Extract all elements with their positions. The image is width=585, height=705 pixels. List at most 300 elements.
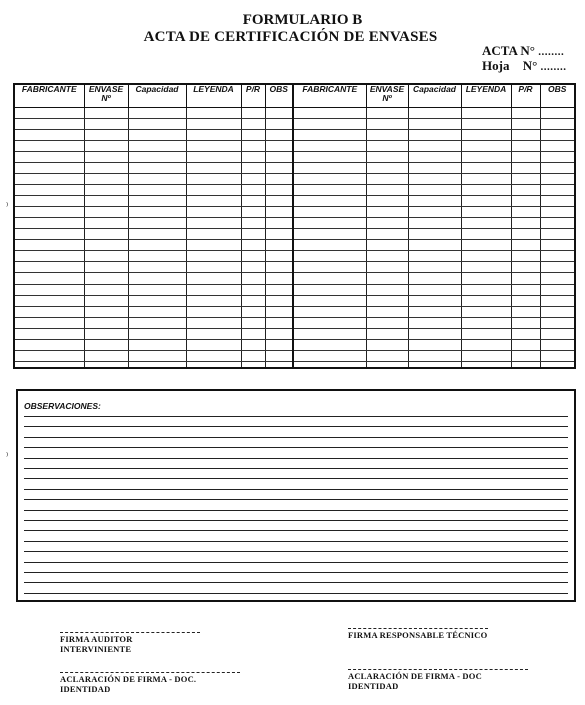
table-cell[interactable] — [511, 196, 540, 207]
table-cell[interactable] — [366, 163, 408, 174]
table-cell[interactable] — [408, 284, 461, 295]
table-cell[interactable] — [128, 262, 186, 273]
table-cell[interactable] — [15, 317, 84, 328]
table-cell[interactable] — [511, 185, 540, 196]
table-cell[interactable] — [366, 317, 408, 328]
table-cell[interactable] — [84, 218, 128, 229]
table-cell[interactable] — [15, 251, 84, 262]
table-cell[interactable] — [241, 251, 265, 262]
table-cell[interactable] — [293, 350, 366, 361]
table-cell[interactable] — [265, 262, 293, 273]
table-cell[interactable] — [366, 350, 408, 361]
table-cell[interactable] — [366, 185, 408, 196]
table-cell[interactable] — [128, 339, 186, 350]
table-cell[interactable] — [540, 108, 574, 119]
table-cell[interactable] — [511, 108, 540, 119]
table-cell[interactable] — [186, 273, 241, 284]
table-cell[interactable] — [186, 262, 241, 273]
table-cell[interactable] — [293, 284, 366, 295]
table-cell[interactable] — [84, 306, 128, 317]
table-cell[interactable] — [128, 130, 186, 141]
table-cell[interactable] — [84, 130, 128, 141]
table-cell[interactable] — [265, 185, 293, 196]
ruled-line — [24, 541, 568, 542]
table-cell[interactable] — [293, 174, 366, 185]
table-cell[interactable] — [408, 163, 461, 174]
table-cell[interactable] — [265, 361, 293, 367]
table-cell[interactable] — [511, 295, 540, 306]
table-cell[interactable] — [15, 229, 84, 240]
col-header: Capacidad — [408, 85, 461, 108]
table-cell[interactable] — [293, 229, 366, 240]
table-cell[interactable] — [408, 240, 461, 251]
table-cell[interactable] — [128, 141, 186, 152]
table-cell[interactable] — [265, 108, 293, 119]
table-cell[interactable] — [15, 185, 84, 196]
table-cell[interactable] — [540, 284, 574, 295]
table-cell[interactable] — [511, 240, 540, 251]
table-cell[interactable] — [540, 196, 574, 207]
table-cell[interactable] — [15, 130, 84, 141]
table-cell[interactable] — [128, 251, 186, 262]
table-cell[interactable] — [128, 229, 186, 240]
table-cell[interactable] — [265, 273, 293, 284]
table-cell[interactable] — [265, 328, 293, 339]
table-cell[interactable] — [186, 328, 241, 339]
table-cell[interactable] — [540, 306, 574, 317]
table-cell[interactable] — [461, 240, 511, 251]
table-cell[interactable] — [540, 207, 574, 218]
table-cell[interactable] — [293, 119, 366, 130]
acta-value[interactable]: ........ — [538, 46, 565, 58]
table-cell[interactable] — [15, 350, 84, 361]
table-cell[interactable] — [128, 295, 186, 306]
table-cell[interactable] — [540, 339, 574, 350]
table-cell[interactable] — [241, 185, 265, 196]
table-cell[interactable] — [366, 251, 408, 262]
table-cell[interactable] — [461, 207, 511, 218]
table-cell[interactable] — [366, 273, 408, 284]
table-cell[interactable] — [293, 273, 366, 284]
table-cell[interactable] — [15, 240, 84, 251]
table-cell[interactable] — [241, 328, 265, 339]
table-cell[interactable] — [366, 119, 408, 130]
table-cell[interactable] — [540, 240, 574, 251]
table-cell[interactable] — [128, 350, 186, 361]
table-cell[interactable] — [186, 108, 241, 119]
table-cell[interactable] — [128, 207, 186, 218]
table-cell[interactable] — [15, 141, 84, 152]
table-cell[interactable] — [461, 130, 511, 141]
table-cell[interactable] — [241, 174, 265, 185]
table-cell[interactable] — [241, 284, 265, 295]
table-cell[interactable] — [84, 207, 128, 218]
table-cell[interactable] — [461, 328, 511, 339]
table-cell[interactable] — [540, 317, 574, 328]
table-cell[interactable] — [366, 152, 408, 163]
table-cell[interactable] — [293, 306, 366, 317]
table-cell[interactable] — [461, 218, 511, 229]
table-cell[interactable] — [15, 306, 84, 317]
table-cell[interactable] — [186, 317, 241, 328]
table-cell[interactable] — [366, 141, 408, 152]
table-cell[interactable] — [265, 339, 293, 350]
table-cell[interactable] — [293, 251, 366, 262]
table-cell[interactable] — [408, 328, 461, 339]
table-row — [15, 339, 574, 350]
table-cell[interactable] — [84, 108, 128, 119]
table-cell[interactable] — [461, 306, 511, 317]
table-cell[interactable] — [461, 163, 511, 174]
table-cell[interactable] — [15, 196, 84, 207]
table-cell[interactable] — [241, 218, 265, 229]
table-cell[interactable] — [293, 295, 366, 306]
table-cell[interactable] — [461, 108, 511, 119]
table-cell[interactable] — [366, 339, 408, 350]
table-row — [15, 141, 574, 152]
table-cell[interactable] — [84, 273, 128, 284]
table-cell[interactable] — [293, 185, 366, 196]
table-cell[interactable] — [128, 317, 186, 328]
table-cell[interactable] — [15, 339, 84, 350]
table-cell[interactable] — [293, 141, 366, 152]
table-cell[interactable] — [511, 350, 540, 361]
table-cell[interactable] — [408, 108, 461, 119]
table-cell[interactable] — [241, 163, 265, 174]
table-cell[interactable] — [241, 119, 265, 130]
table-cell[interactable] — [461, 350, 511, 361]
table-cell[interactable] — [293, 361, 366, 367]
table-cell[interactable] — [186, 185, 241, 196]
table-cell[interactable] — [186, 218, 241, 229]
table-cell[interactable] — [241, 306, 265, 317]
table-cell[interactable] — [511, 306, 540, 317]
table-cell[interactable] — [15, 174, 84, 185]
table-cell[interactable] — [511, 262, 540, 273]
table-cell[interactable] — [186, 251, 241, 262]
table-cell[interactable] — [241, 196, 265, 207]
table-cell[interactable] — [511, 163, 540, 174]
col-header: OBS — [540, 85, 574, 108]
table-cell[interactable] — [461, 174, 511, 185]
table-cell[interactable] — [408, 185, 461, 196]
table-cell[interactable] — [461, 251, 511, 262]
table-cell[interactable] — [265, 152, 293, 163]
hoja-value[interactable]: ........ — [540, 61, 567, 73]
table-cell[interactable] — [540, 350, 574, 361]
table-cell[interactable] — [15, 361, 84, 367]
table-cell[interactable] — [186, 306, 241, 317]
table-cell[interactable] — [366, 262, 408, 273]
table-cell[interactable] — [265, 196, 293, 207]
table-cell[interactable] — [186, 152, 241, 163]
table-cell[interactable] — [366, 240, 408, 251]
table-cell[interactable] — [186, 141, 241, 152]
table-cell[interactable] — [186, 350, 241, 361]
table-cell[interactable] — [241, 207, 265, 218]
table-cell[interactable] — [84, 262, 128, 273]
table-cell[interactable] — [408, 361, 461, 367]
table-cell[interactable] — [265, 284, 293, 295]
table-cell[interactable] — [15, 163, 84, 174]
table-cell[interactable] — [293, 108, 366, 119]
table-cell[interactable] — [461, 196, 511, 207]
table-cell[interactable] — [128, 163, 186, 174]
table-cell[interactable] — [15, 152, 84, 163]
table-cell[interactable] — [265, 240, 293, 251]
table-cell[interactable] — [366, 229, 408, 240]
table-cell[interactable] — [265, 130, 293, 141]
table-cell[interactable] — [540, 328, 574, 339]
table-cell[interactable] — [540, 141, 574, 152]
table-cell[interactable] — [511, 273, 540, 284]
table-cell[interactable] — [15, 284, 84, 295]
table-cell[interactable] — [265, 163, 293, 174]
table-cell[interactable] — [84, 185, 128, 196]
table-cell[interactable] — [128, 240, 186, 251]
table-cell[interactable] — [84, 317, 128, 328]
table-cell[interactable] — [408, 306, 461, 317]
table-cell[interactable] — [241, 240, 265, 251]
table-cell[interactable] — [366, 207, 408, 218]
table-cell[interactable] — [84, 119, 128, 130]
table-cell[interactable] — [408, 295, 461, 306]
table-cell[interactable] — [186, 130, 241, 141]
table-cell[interactable] — [84, 350, 128, 361]
table-cell[interactable] — [128, 119, 186, 130]
table-cell[interactable] — [15, 273, 84, 284]
table-cell[interactable] — [128, 185, 186, 196]
table-cell[interactable] — [408, 207, 461, 218]
table-cell[interactable] — [186, 207, 241, 218]
table-cell[interactable] — [408, 251, 461, 262]
table-cell[interactable] — [265, 119, 293, 130]
table-cell[interactable] — [511, 130, 540, 141]
table-cell[interactable] — [366, 306, 408, 317]
table-cell[interactable] — [265, 350, 293, 361]
table-cell[interactable] — [15, 119, 84, 130]
table-cell[interactable] — [511, 328, 540, 339]
table-cell[interactable] — [186, 284, 241, 295]
table-cell[interactable] — [84, 339, 128, 350]
table-cell[interactable] — [540, 174, 574, 185]
table-body — [15, 108, 574, 368]
table-cell[interactable] — [540, 152, 574, 163]
table-cell[interactable] — [128, 284, 186, 295]
table-cell[interactable] — [461, 185, 511, 196]
table-cell[interactable] — [408, 141, 461, 152]
table-cell[interactable] — [84, 284, 128, 295]
table-cell[interactable] — [461, 152, 511, 163]
table-cell[interactable] — [84, 361, 128, 367]
table-cell[interactable] — [84, 163, 128, 174]
table-cell[interactable] — [84, 295, 128, 306]
table-cell[interactable] — [293, 130, 366, 141]
table-cell[interactable] — [128, 174, 186, 185]
table-cell[interactable] — [241, 273, 265, 284]
table-cell[interactable] — [84, 174, 128, 185]
table-cell[interactable] — [293, 152, 366, 163]
table-cell[interactable] — [540, 295, 574, 306]
table-cell[interactable] — [540, 163, 574, 174]
table-cell[interactable] — [511, 317, 540, 328]
table-cell[interactable] — [186, 240, 241, 251]
table-cell[interactable] — [186, 295, 241, 306]
table-cell[interactable] — [265, 317, 293, 328]
table-cell[interactable] — [128, 273, 186, 284]
table-cell[interactable] — [293, 218, 366, 229]
table-cell[interactable] — [461, 262, 511, 273]
table-cell[interactable] — [265, 207, 293, 218]
table-cell[interactable] — [408, 174, 461, 185]
table-cell[interactable] — [366, 295, 408, 306]
table-cell[interactable] — [408, 119, 461, 130]
table-cell[interactable] — [241, 350, 265, 361]
table-cell[interactable] — [366, 196, 408, 207]
table-cell[interactable] — [293, 339, 366, 350]
table-cell[interactable] — [241, 339, 265, 350]
table-cell[interactable] — [265, 218, 293, 229]
table-cell[interactable] — [511, 361, 540, 367]
table-cell[interactable] — [461, 229, 511, 240]
table-cell[interactable] — [84, 251, 128, 262]
table-cell[interactable] — [366, 218, 408, 229]
table-cell[interactable] — [461, 339, 511, 350]
table-cell[interactable] — [408, 273, 461, 284]
table-cell[interactable] — [241, 130, 265, 141]
table-cell[interactable] — [265, 295, 293, 306]
table-cell[interactable] — [408, 218, 461, 229]
table-cell[interactable] — [186, 174, 241, 185]
table-cell[interactable] — [84, 229, 128, 240]
table-cell[interactable] — [186, 119, 241, 130]
ruled-line — [24, 468, 568, 469]
table-cell[interactable] — [186, 361, 241, 367]
table-cell[interactable] — [15, 262, 84, 273]
table-cell[interactable] — [408, 196, 461, 207]
table-cell[interactable] — [511, 284, 540, 295]
table-cell[interactable] — [128, 306, 186, 317]
table-cell[interactable] — [293, 262, 366, 273]
table-cell[interactable] — [265, 306, 293, 317]
table-cell[interactable] — [241, 262, 265, 273]
table-cell[interactable] — [366, 108, 408, 119]
table-cell[interactable] — [15, 108, 84, 119]
table-cell[interactable] — [366, 174, 408, 185]
table-cell[interactable] — [461, 295, 511, 306]
table-cell[interactable] — [511, 207, 540, 218]
table-cell[interactable] — [128, 328, 186, 339]
table-cell[interactable] — [293, 207, 366, 218]
table-cell[interactable] — [186, 163, 241, 174]
table-cell[interactable] — [408, 262, 461, 273]
table-cell[interactable] — [84, 240, 128, 251]
table-cell[interactable] — [511, 218, 540, 229]
table-cell[interactable] — [265, 141, 293, 152]
table-cell[interactable] — [128, 196, 186, 207]
table-cell[interactable] — [241, 108, 265, 119]
table-cell[interactable] — [366, 361, 408, 367]
table-cell[interactable] — [540, 229, 574, 240]
table-cell[interactable] — [408, 130, 461, 141]
col-header: P/R — [511, 85, 540, 108]
table-cell[interactable] — [128, 218, 186, 229]
table-cell[interactable] — [461, 119, 511, 130]
table-cell[interactable] — [15, 328, 84, 339]
table-cell[interactable] — [265, 251, 293, 262]
table-cell[interactable] — [511, 119, 540, 130]
table-cell[interactable] — [265, 229, 293, 240]
table-cell[interactable] — [461, 317, 511, 328]
table-cell[interactable] — [366, 130, 408, 141]
table-cell[interactable] — [128, 152, 186, 163]
table-cell[interactable] — [293, 196, 366, 207]
table-cell[interactable] — [511, 251, 540, 262]
table-cell[interactable] — [511, 229, 540, 240]
table-cell[interactable] — [84, 152, 128, 163]
table-cell[interactable] — [461, 284, 511, 295]
table-cell[interactable] — [84, 328, 128, 339]
table-cell[interactable] — [540, 218, 574, 229]
table-cell[interactable] — [265, 174, 293, 185]
table-cell[interactable] — [461, 361, 511, 367]
table-cell[interactable] — [15, 218, 84, 229]
table-cell[interactable] — [408, 152, 461, 163]
table-cell[interactable] — [128, 108, 186, 119]
table-cell[interactable] — [293, 163, 366, 174]
table-cell[interactable] — [366, 328, 408, 339]
table-cell[interactable] — [241, 295, 265, 306]
table-cell[interactable] — [511, 339, 540, 350]
table-cell[interactable] — [461, 273, 511, 284]
table-cell[interactable] — [408, 350, 461, 361]
table-cell[interactable] — [540, 130, 574, 141]
table-cell[interactable] — [540, 119, 574, 130]
table-cell[interactable] — [15, 207, 84, 218]
ruled-line — [24, 530, 568, 531]
table-cell[interactable] — [84, 196, 128, 207]
table-cell[interactable] — [408, 317, 461, 328]
observaciones-box[interactable] — [16, 389, 576, 602]
table-cell[interactable] — [511, 174, 540, 185]
table-cell[interactable] — [241, 317, 265, 328]
table-cell[interactable] — [84, 141, 128, 152]
table-cell[interactable] — [511, 152, 540, 163]
table-cell[interactable] — [511, 141, 540, 152]
table-cell[interactable] — [540, 361, 574, 367]
table-cell[interactable] — [241, 141, 265, 152]
table-cell[interactable] — [540, 251, 574, 262]
table-cell[interactable] — [128, 361, 186, 367]
table-cell[interactable] — [15, 295, 84, 306]
table-cell[interactable] — [461, 141, 511, 152]
table-cell[interactable] — [241, 152, 265, 163]
table-cell[interactable] — [293, 317, 366, 328]
table-cell[interactable] — [293, 328, 366, 339]
table-cell[interactable] — [186, 229, 241, 240]
table-cell[interactable] — [408, 229, 461, 240]
table-cell[interactable] — [293, 240, 366, 251]
table-cell[interactable] — [408, 339, 461, 350]
table-cell[interactable] — [241, 229, 265, 240]
table-cell[interactable] — [540, 185, 574, 196]
table-cell[interactable] — [540, 273, 574, 284]
table-cell[interactable] — [186, 196, 241, 207]
table-cell[interactable] — [186, 339, 241, 350]
table-cell[interactable] — [540, 262, 574, 273]
table-cell[interactable] — [366, 284, 408, 295]
table-cell[interactable] — [241, 361, 265, 367]
